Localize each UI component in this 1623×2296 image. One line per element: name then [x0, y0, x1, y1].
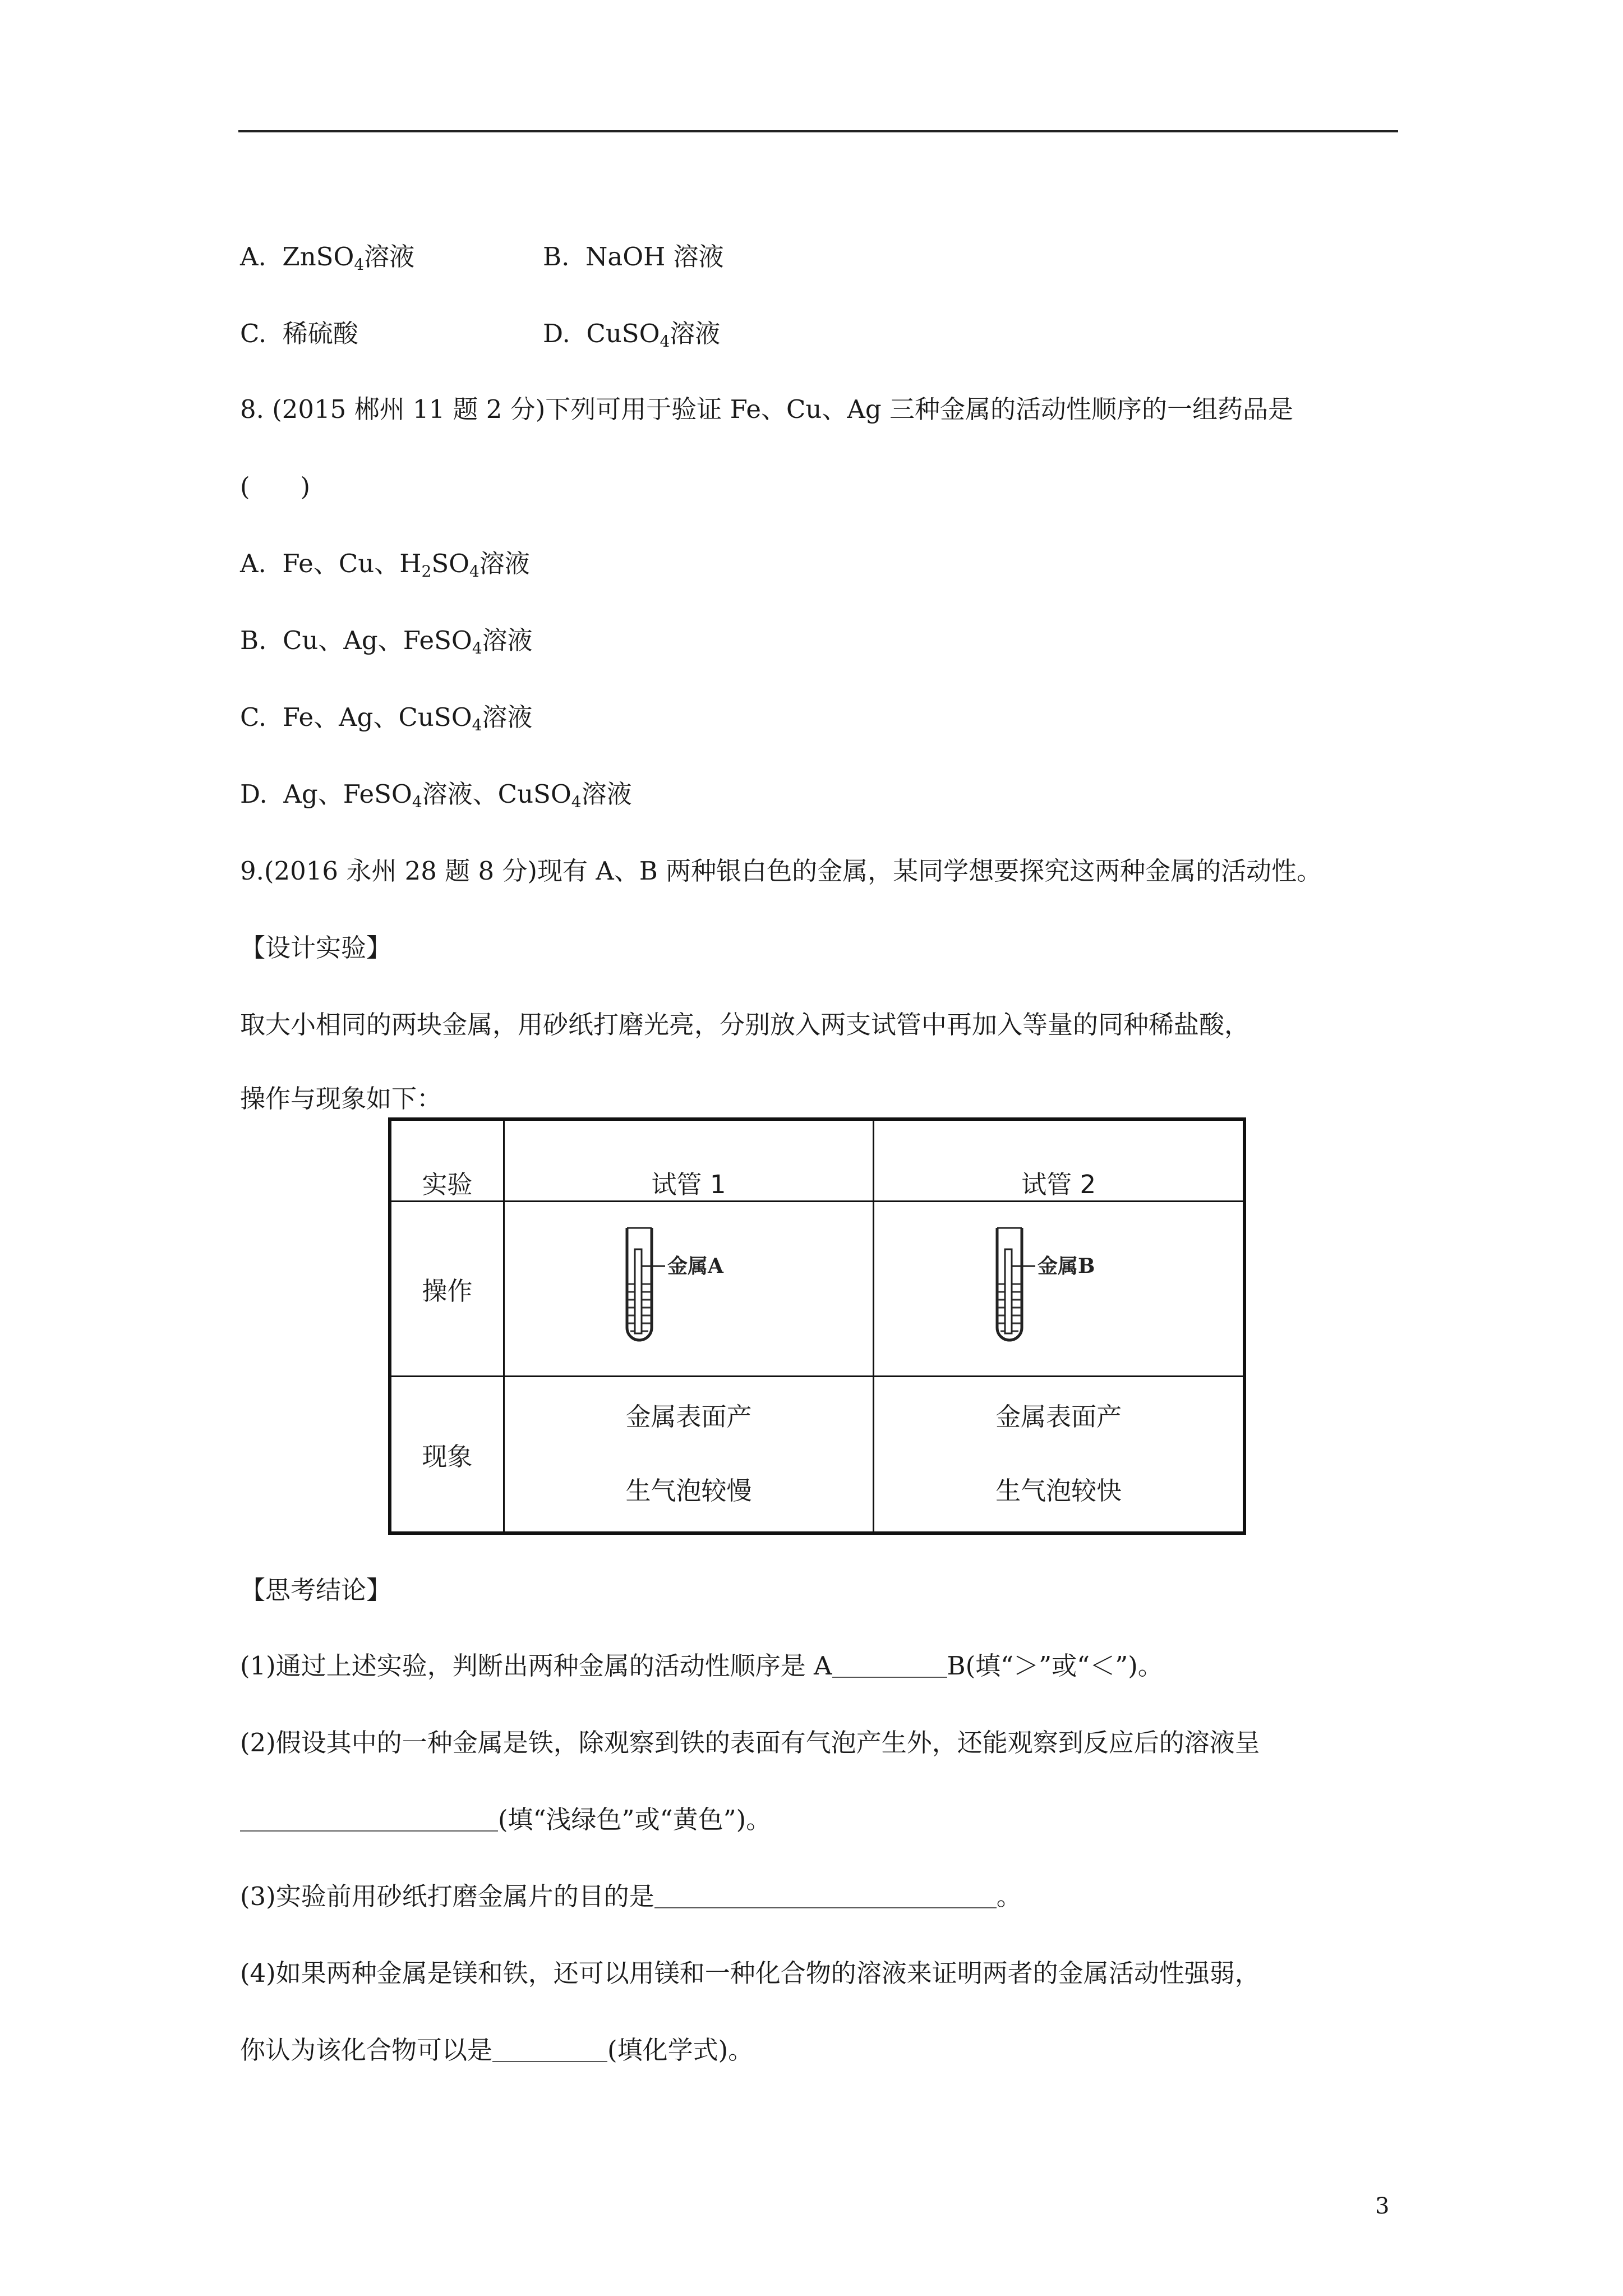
answer-blank-2[interactable]	[240, 1808, 498, 1832]
page-number: 3	[1375, 2193, 1390, 2219]
operation-label: 操作	[390, 1201, 504, 1376]
q8-option-b: B. Cu、Ag、FeSO$_4$溶液	[240, 625, 533, 657]
test-tube-b-icon	[986, 1221, 1132, 1350]
q8-option-c: C. Fe、Ag、CuSO$_4$溶液	[240, 702, 533, 734]
q8-option-d: D. Ag、FeSO$_4$溶液、CuSO$_4$溶液	[240, 779, 632, 811]
question-part-2-line1: (2)假设其中的一种金属是铁，除观察到铁的表面有气泡产生外，还能观察到反应后的溶液呈	[240, 1728, 1260, 1757]
phenomenon-label: 现象	[390, 1376, 504, 1533]
header-rule	[238, 130, 1398, 132]
tube1-diagram-cell	[504, 1201, 874, 1376]
q7-option-c: C. 稀硫酸	[240, 319, 358, 348]
q9-stem: 9.(2016 永州 28 题 8 分)现有 A、B 两种银白色的金属，某同学想要探究这两种金属的活动性。	[240, 856, 1322, 886]
test-tube-a-icon	[616, 1221, 762, 1350]
tube2-diagram-cell	[874, 1201, 1244, 1376]
design-heading: 【设计实验】	[240, 933, 392, 963]
tube1-metal-label: 金属A	[667, 1254, 723, 1278]
question-part-4-line2: 你认为该化合物可以是 (填化学式)。	[240, 2035, 754, 2065]
tube1-phenomenon: 金属表面产 生气泡较慢	[504, 1376, 874, 1533]
table-operation-row	[390, 1201, 1244, 1376]
q8-stem-line2: ( )	[240, 472, 311, 501]
conclusion-heading: 【思考结论】	[240, 1575, 392, 1605]
tube2-phenomenon: 金属表面产 生气泡较快	[874, 1376, 1244, 1533]
answer-blank-4[interactable]	[492, 2039, 607, 2062]
q7-option-b: B. NaOH 溶液	[543, 242, 724, 272]
q8-stem-line1: 8. (2015 郴州 11 题 2 分)下列可用于验证 Fe、Cu、Ag 三种金属的活动性顺序的一组药品是	[240, 394, 1294, 424]
table-phenomenon-row	[390, 1376, 1244, 1533]
question-part-1: (1)通过上述实验，判断出两种金属的活动性顺序是 A B(填“＞”或“＜”)。	[240, 1651, 1163, 1681]
answer-blank-3[interactable]	[654, 1885, 997, 1908]
q7-option-a: A. ZnSO$_4$溶液	[240, 242, 415, 274]
header-cell-experiment: 实验	[390, 1119, 504, 1201]
design-line1: 取大小相同的两块金属，用砂纸打磨光亮，分别放入两支试管中再加入等量的同种稀盐酸，	[240, 1010, 1250, 1039]
q8-option-a: A. Fe、Cu、$H_2SO_4$溶液	[240, 549, 530, 581]
q7-option-d: D. CuSO$_4$溶液	[543, 319, 721, 351]
tube2-metal-label: 金属B	[1037, 1254, 1095, 1278]
experiment-table	[388, 1117, 1246, 1535]
design-line2: 操作与现象如下：	[240, 1084, 442, 1114]
answer-blank-1[interactable]	[832, 1654, 947, 1678]
question-part-4-line1: (4)如果两种金属是镁和铁，还可以用镁和一种化合物的溶液来证明两者的金属活动性强弱，	[240, 1958, 1260, 1988]
header-cell-tube2: 试管 2	[874, 1119, 1244, 1201]
question-part-3: (3)实验前用砂纸打磨金属片的目的是 。	[240, 1881, 1022, 1911]
question-part-2-line2: (填“浅绿色”或“黄色”)。	[240, 1803, 771, 1837]
header-cell-tube1: 试管 1	[504, 1119, 874, 1201]
table-header-row	[390, 1119, 1244, 1201]
